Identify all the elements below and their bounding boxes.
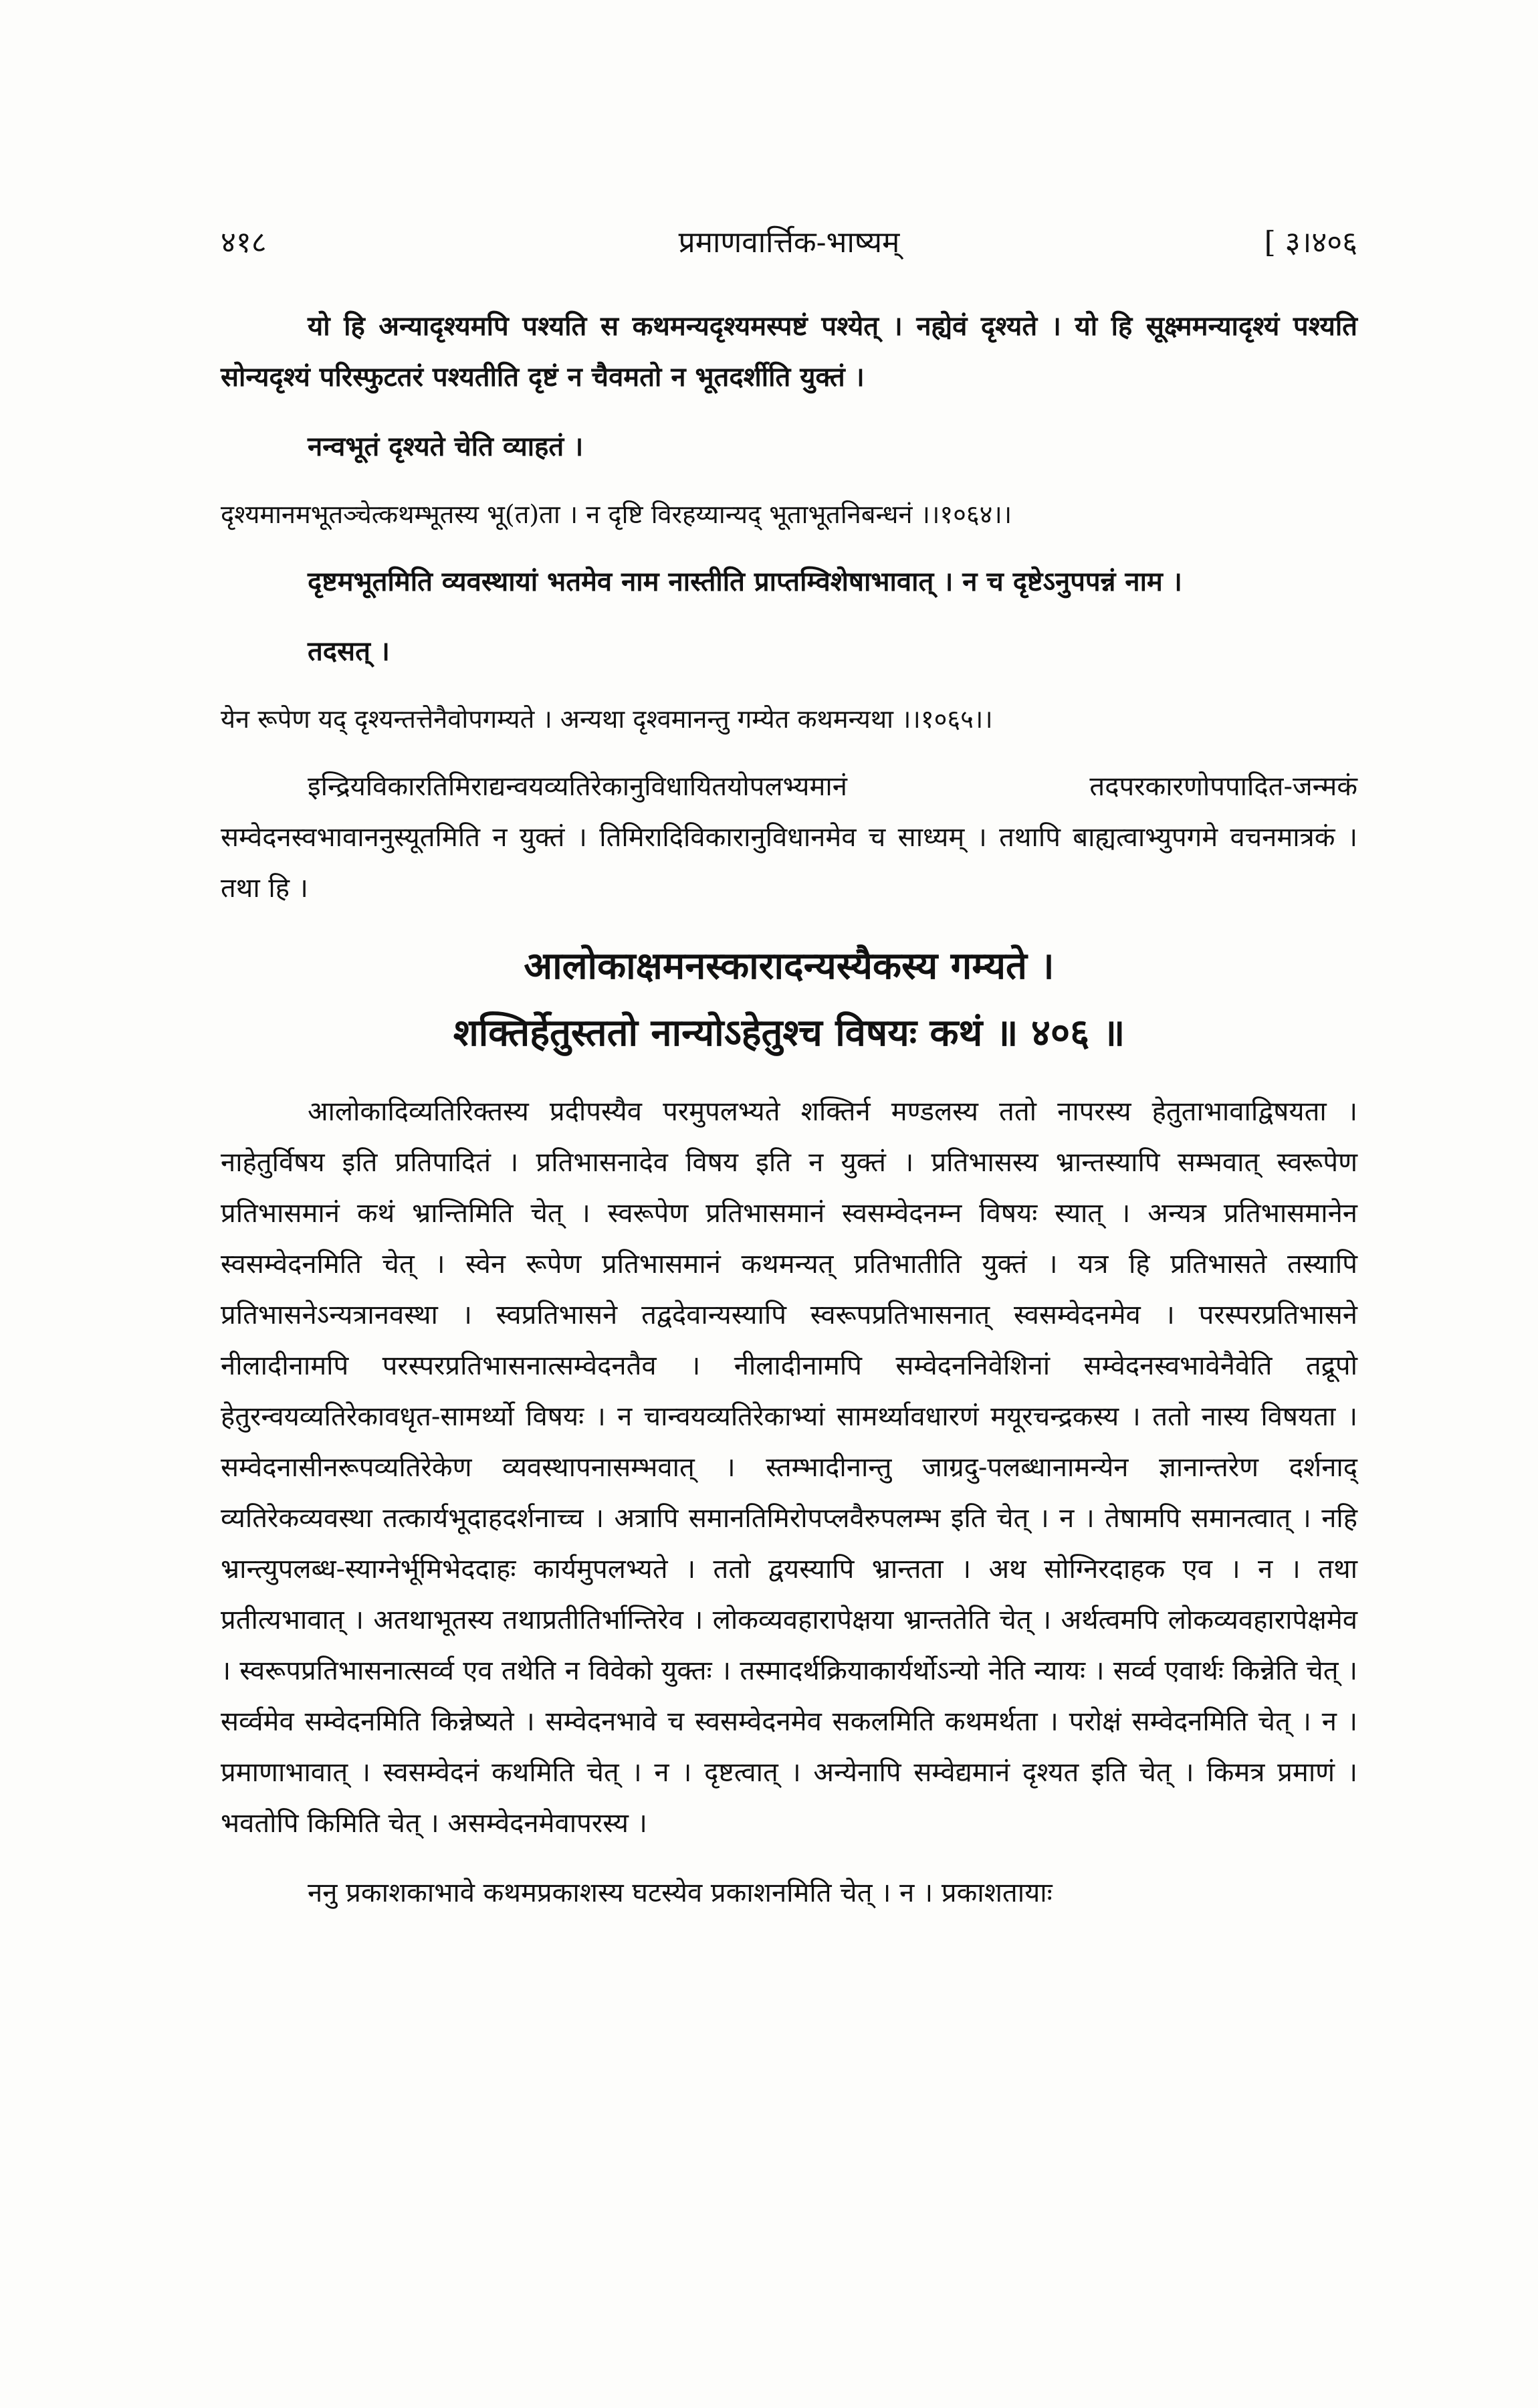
objection-line: नन्वभूतं दृश्यते चेति व्याहतं । — [308, 431, 584, 462]
verse-1065: येन रूपेण यद् दृश्यन्तत्तेनैवोपगम्यते । अन्यथा दृश्वमानन्तु गम्येत कथमन्यथा ।।१०६५।। — [221, 704, 993, 734]
commentary-paragraph-continued: ननु प्रकाशकाभावे कथमप्रकाशस्य घटस्येव प्रकाशनमिति चेत् । न । प्रकाशतायाः — [308, 1878, 1053, 1908]
karika-406 — [221, 932, 1357, 1066]
page-header — [221, 221, 1357, 268]
commentary-paragraph: यो हि अन्यादृश्यमपि पश्यति स कथमन्यदृश्यमस्पष्टं पश्येत् । नह्येवं दृश्यते । यो हि सूक्ष्ममन्यादृश्यं पश्यति सोन्यदृश्यं परिस्फुटतरं पश्यतीति दृष्टं न चैवमतो न भूतदर्शीति युक्तं । — [221, 310, 1357, 393]
karika-line: शक्तिर्हेतुस्ततो नान्योऽहेतुश्च विषयः कथं ॥ ४०६ ॥ — [453, 1011, 1125, 1055]
verse-reference: [ ३।४०६ — [1264, 225, 1357, 260]
page-body — [221, 301, 1357, 1937]
karika-line: आलोकाक्षमनस्कारादन्यस्यैकस्य गम्यते । — [524, 944, 1055, 988]
reply-line: तदसत् । — [308, 635, 390, 667]
commentary-paragraph: आलोकादिव्यतिरिक्तस्य प्रदीपस्यैव परमुपलभ्यते शक्तिर्न मण्डलस्य ततो नापरस्य हेतुताभावाद्विषयता । नाहेतुर्विषय इति प्रतिपादितं । प्रतिभासनादेव विषय इति न युक्तं । प्रतिभासस्य भ्रान्तस्यापि सम्भवात् स्वरूपेण प्रतिभासमानं कथं भ्रान्तिमिति चेत् । स्वरूपेण प्रतिभासमानं स्वसम्वेदनम्न विषयः स्यात् । अन्यत्र प्रतिभासमानेन स्वसम्वेदनमिति चेत् । स्वेन रूपेण प्रतिभासमानं कथमन्यत् प्रतिभातीति युक्तं । यत्र हि प्रतिभासते तस्यापि प्रतिभासनेऽन्यत्रानवस्था । स्वप्रतिभासने तद्वदेवान्यस्यापि स्वरूपप्रतिभासनात् स्वसम्वेदनमेव । परस्परप्रतिभासने नीलादीनामपि परस्परप्रतिभासनात्सम्वेदनतैव । नीलादीनामपि सम्वेदननिवेशिनां सम्वेदनस्वभावेनैवेति तद्रूपो हेतुरन्वयव्यतिरेकावधृत-सामर्थ्यो विषयः । न चान्वयव्यतिरेकाभ्यां सामर्थ्यावधारणं मयूरचन्द्रकस्य । ततो नास्य विषयता । सम्वेदनासीनरूपव्यतिरेकेण व्यवस्थापनासम्भवात् । स्तम्भादीनान्तु जाग्रदु-पलब्धानामन्येन ज्ञानान्तरेण दर्शनाद् व्यतिरेकव्यवस्था तत्कार्यभूदाहदर्शनाच्च । अत्रापि समानतिमिरोपप्लवैरुपलम्भ इति चेत् । न । तेषामपि समानत्वात् । नहि भ्रान्त्युपलब्ध-स्याग्नेर्भूमिभेददाहः कार्यमुपलभ्यते । ततो द्वयस्यापि भ्रान्तता । अथ सोग्निरदाहक एव । न । तथा प्रतीत्यभावात् । अतथाभूतस्य तथाप्रतीतिर्भान्तिरेव । लोकव्यवहारापेक्षया भ्रान्ततेति चेत् । अर्थत्वमपि लोकव्यवहारापेक्षमेव । स्वरूपप्रतिभासनात्सर्व्व एव तथेति न विवेको युक्तः । तस्मादर्थक्रियाकार्यर्थोऽन्यो नेति न्यायः । सर्व्व एवार्थः किन्नेति चेत् । सर्व्वमेव सम्वेदनमिति किन्नेष्यते । सम्वेदनभावे च स्वसम्वेदनमेव सकलमिति कथमर्थता । परोक्षं सम्वेदनमिति चेत् । न । प्रमाणाभावात् । स्वसम्वेदनं कथमिति चेत् । न । दृष्टत्वात् । अन्येनापि सम्वेद्यमानं दृश्यत इति चेत् । किमत्र प्रमाणं । भवतोपि किमिति चेत् । असम्वेदनमेवापरस्य । — [221, 1096, 1357, 1839]
commentary-paragraph: इन्द्रियविकारतिमिराद्यन्वयव्यतिरेकानुविधायितयोपलभ्यमानं तदपरकारणोपपादित-जन्मकं सम्वेदनस्वभावाननुस्यूतमिति न युक्तं । तिमिरादिविकारानुविधानमेव च साध्यम् । तथापि बाह्यत्वाभ्युपगमे वचनमात्रकं । तथा हि । — [221, 771, 1357, 904]
commentary-paragraph: दृष्टमभूतमिति व्यवस्थायां भतमेव नाम नास्तीति प्राप्तम्विशेषाभावात् । न च दृष्टेऽनुपपन्नं नाम । — [308, 566, 1182, 597]
verse-1064: दृश्यमानमभूतञ्चेत्कथम्भूतस्य भू(त)ता । न दृष्टि विरहय्यान्यद् भूताभूतनिबन्धनं ।।१०६४।। — [221, 500, 1012, 529]
running-title: प्रमाणवार्त्तिक-भाष्यम् — [678, 225, 900, 260]
page-number: ४१८ — [221, 225, 267, 260]
